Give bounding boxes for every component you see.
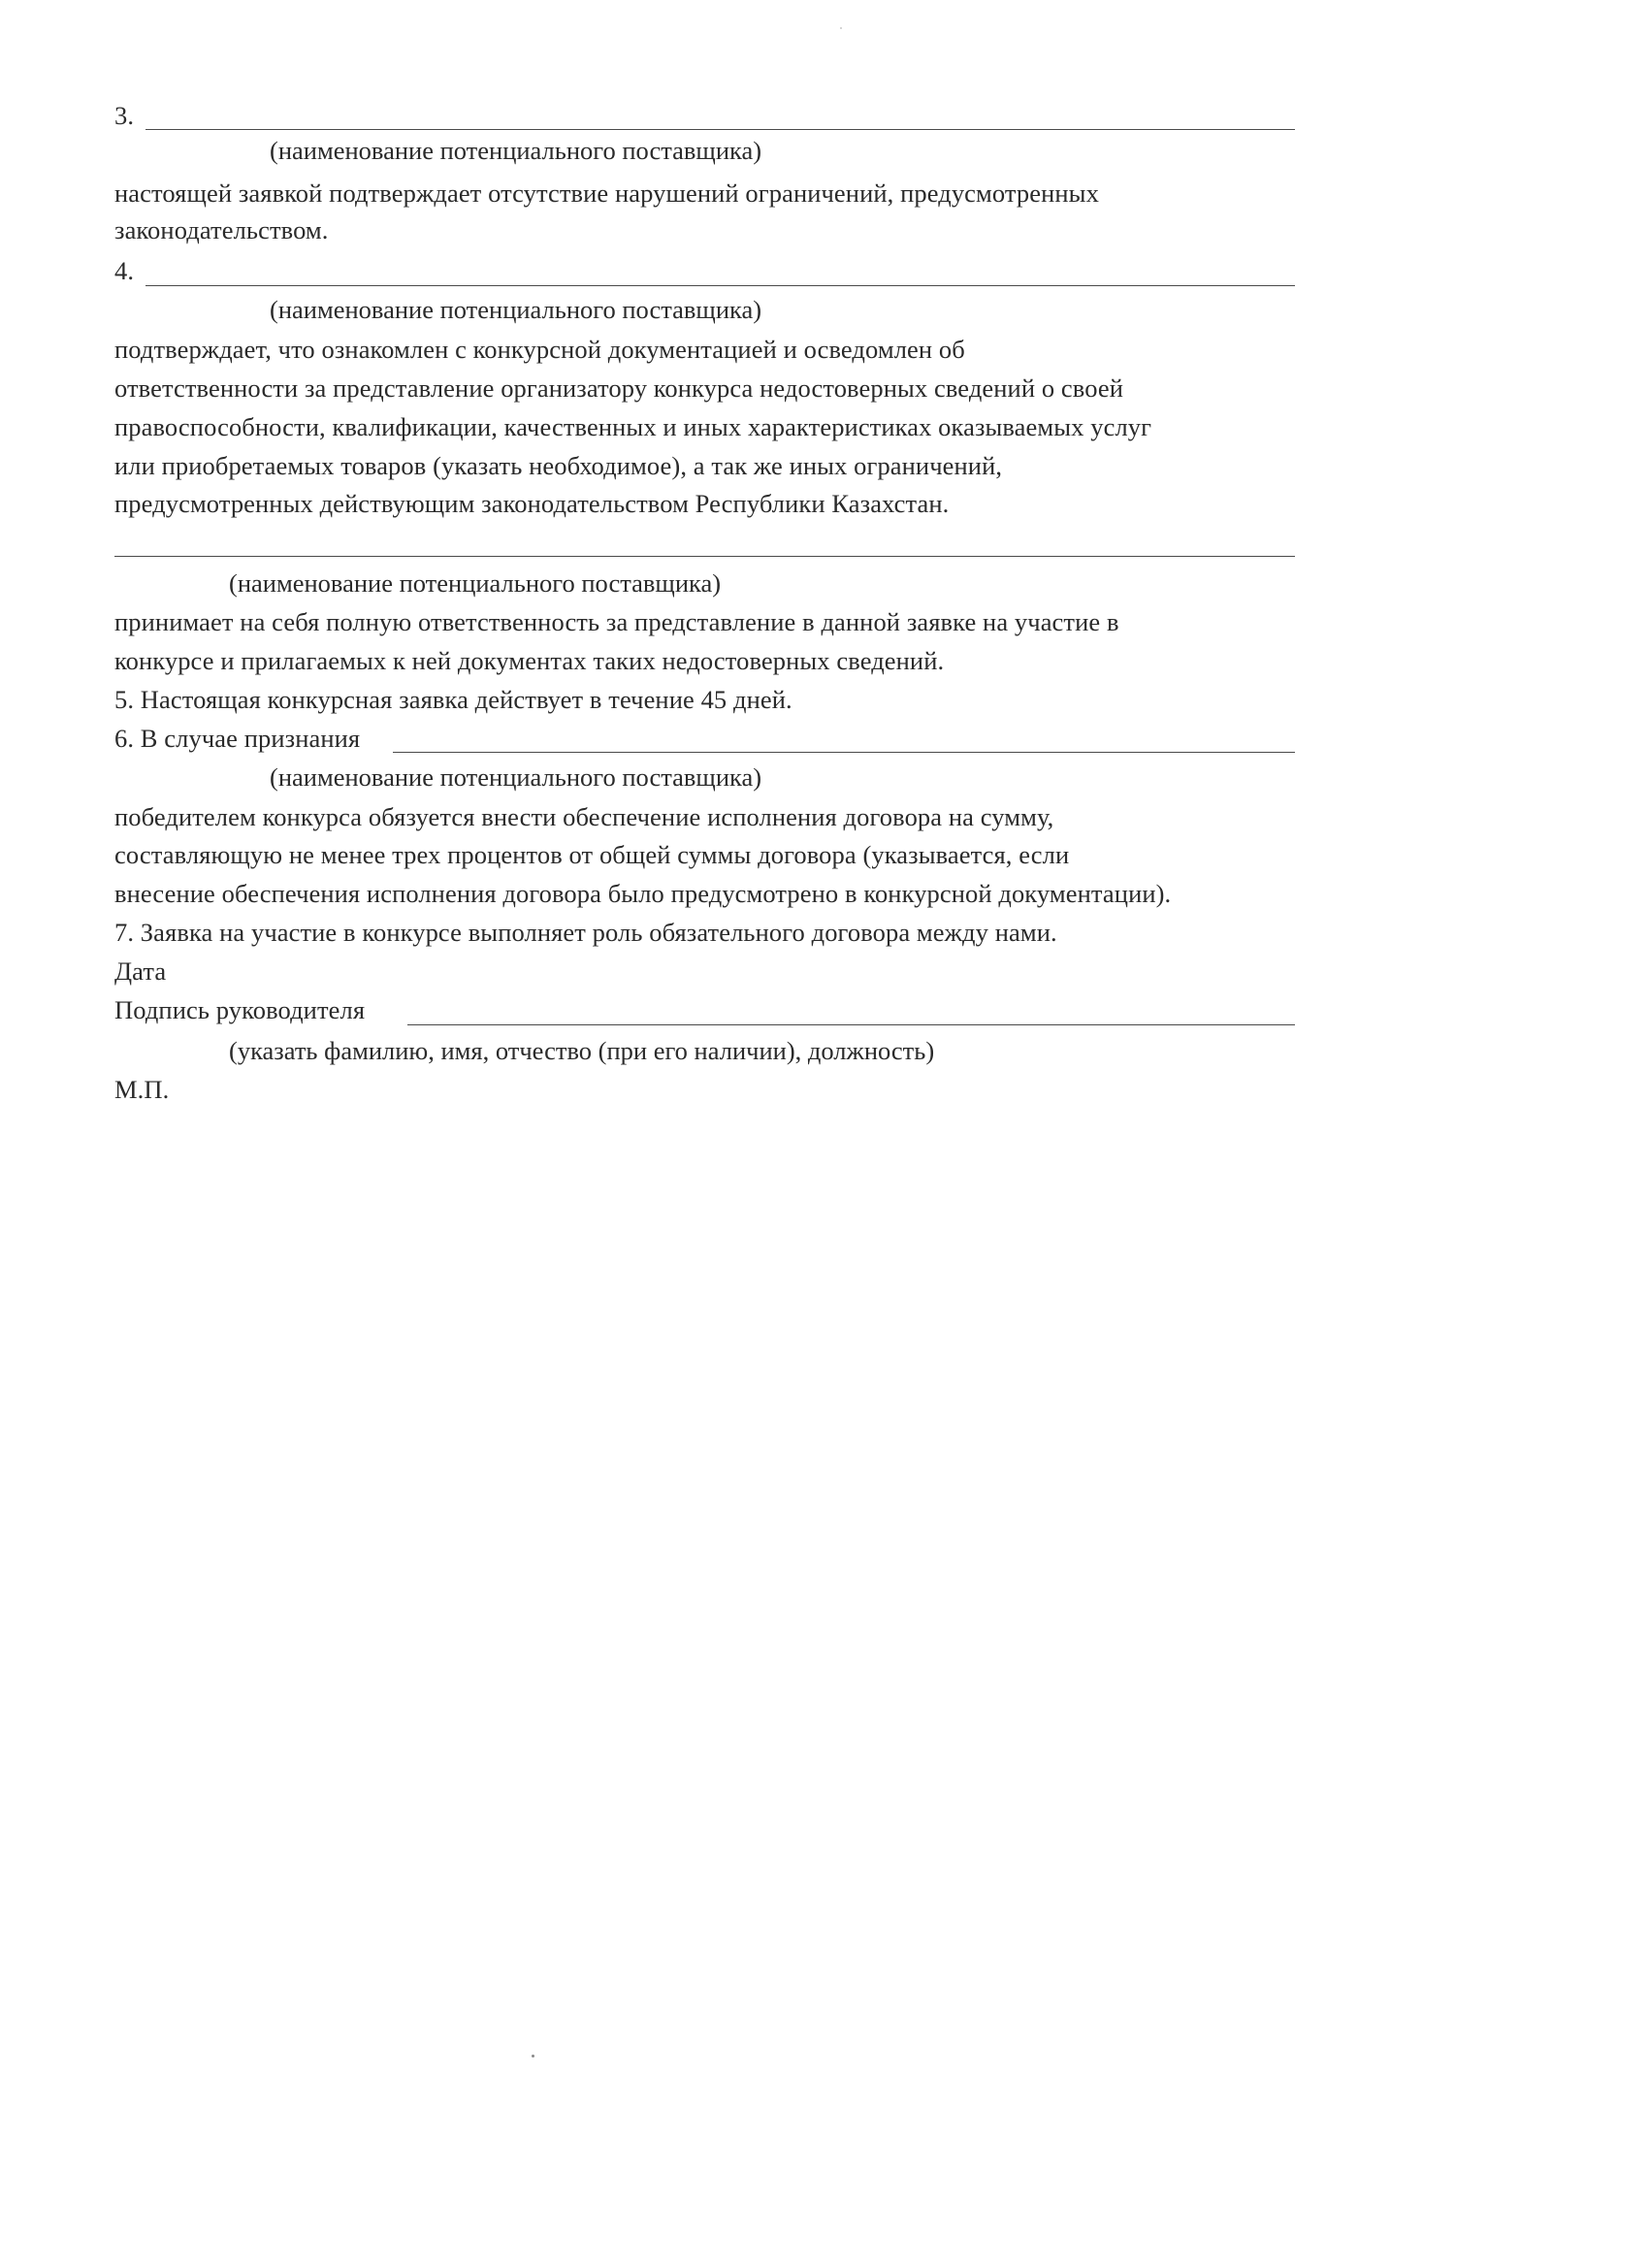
item3-text-line-2: законодательством. (114, 215, 329, 244)
item6-lead: 6. В случае признания (114, 724, 361, 753)
item6-text-line-2: составляющую не менее трех процентов от общей суммы договора (указывается, если (114, 840, 1070, 869)
signature-caption: (указать фамилию, имя, отчество (при его наличии), должность) (229, 1036, 935, 1065)
item4-text-line-4: или приобретаемых товаров (указать необходимое), а так же иных ограничений, (114, 451, 1003, 480)
date-label: Дата (114, 956, 167, 986)
responsibility-caption: (наименование потенциального поставщика) (229, 568, 722, 598)
signature-blank-line (407, 1024, 1295, 1025)
item3-blank-line (146, 129, 1295, 130)
signature-label: Подпись руководителя (114, 995, 366, 1024)
scan-speck (532, 2055, 534, 2057)
scan-speck (840, 27, 842, 29)
item6-text-line-1: победителем конкурса обязуется внести обеспечение исполнения договора на сумму, (114, 802, 1054, 831)
item4-text-line-3: правоспособности, квалификации, качественных и иных характеристиках оказываемых услуг (114, 412, 1152, 441)
item6-blank-line (393, 752, 1295, 753)
item4-text-line-2: ответственности за представление организатору конкурса недостоверных сведений о своей (114, 373, 1124, 403)
stamp-label: М.П. (114, 1075, 170, 1104)
responsibility-text-line-2: конкурсе и прилагаемых к ней документах таких недостоверных сведений. (114, 646, 945, 675)
item4-number: 4. (114, 256, 135, 285)
item4-text-line-1: подтверждает, что ознакомлен с конкурсной документацией и осведомлен об (114, 335, 965, 364)
responsibility-blank-line (114, 556, 1295, 557)
item7-text: 7. Заявка на участие в конкурсе выполняет роль обязательного договора между нами. (114, 918, 1057, 947)
item3-caption: (наименование потенциального поставщика) (270, 136, 762, 165)
item3-text-line-1: настоящей заявкой подтверждает отсутствие нарушений ограничений, предусмотренных (114, 178, 1099, 208)
item4-blank-line (146, 285, 1295, 286)
item4-caption: (наименование потенциального поставщика) (270, 295, 762, 324)
item3-number: 3. (114, 101, 135, 130)
item5-text: 5. Настоящая конкурсная заявка действует в течение 45 дней. (114, 685, 792, 714)
item6-text-line-3: внесение обеспечения исполнения договора было предусмотрено в конкурсной документации). (114, 879, 1172, 908)
item6-caption: (наименование потенциального поставщика) (270, 762, 762, 792)
responsibility-text-line-1: принимает на себя полную ответственность за представление в данной заявке на участие в (114, 607, 1119, 636)
item4-text-line-5: предусмотренных действующим законодательством Республики Казахстан. (114, 489, 950, 518)
